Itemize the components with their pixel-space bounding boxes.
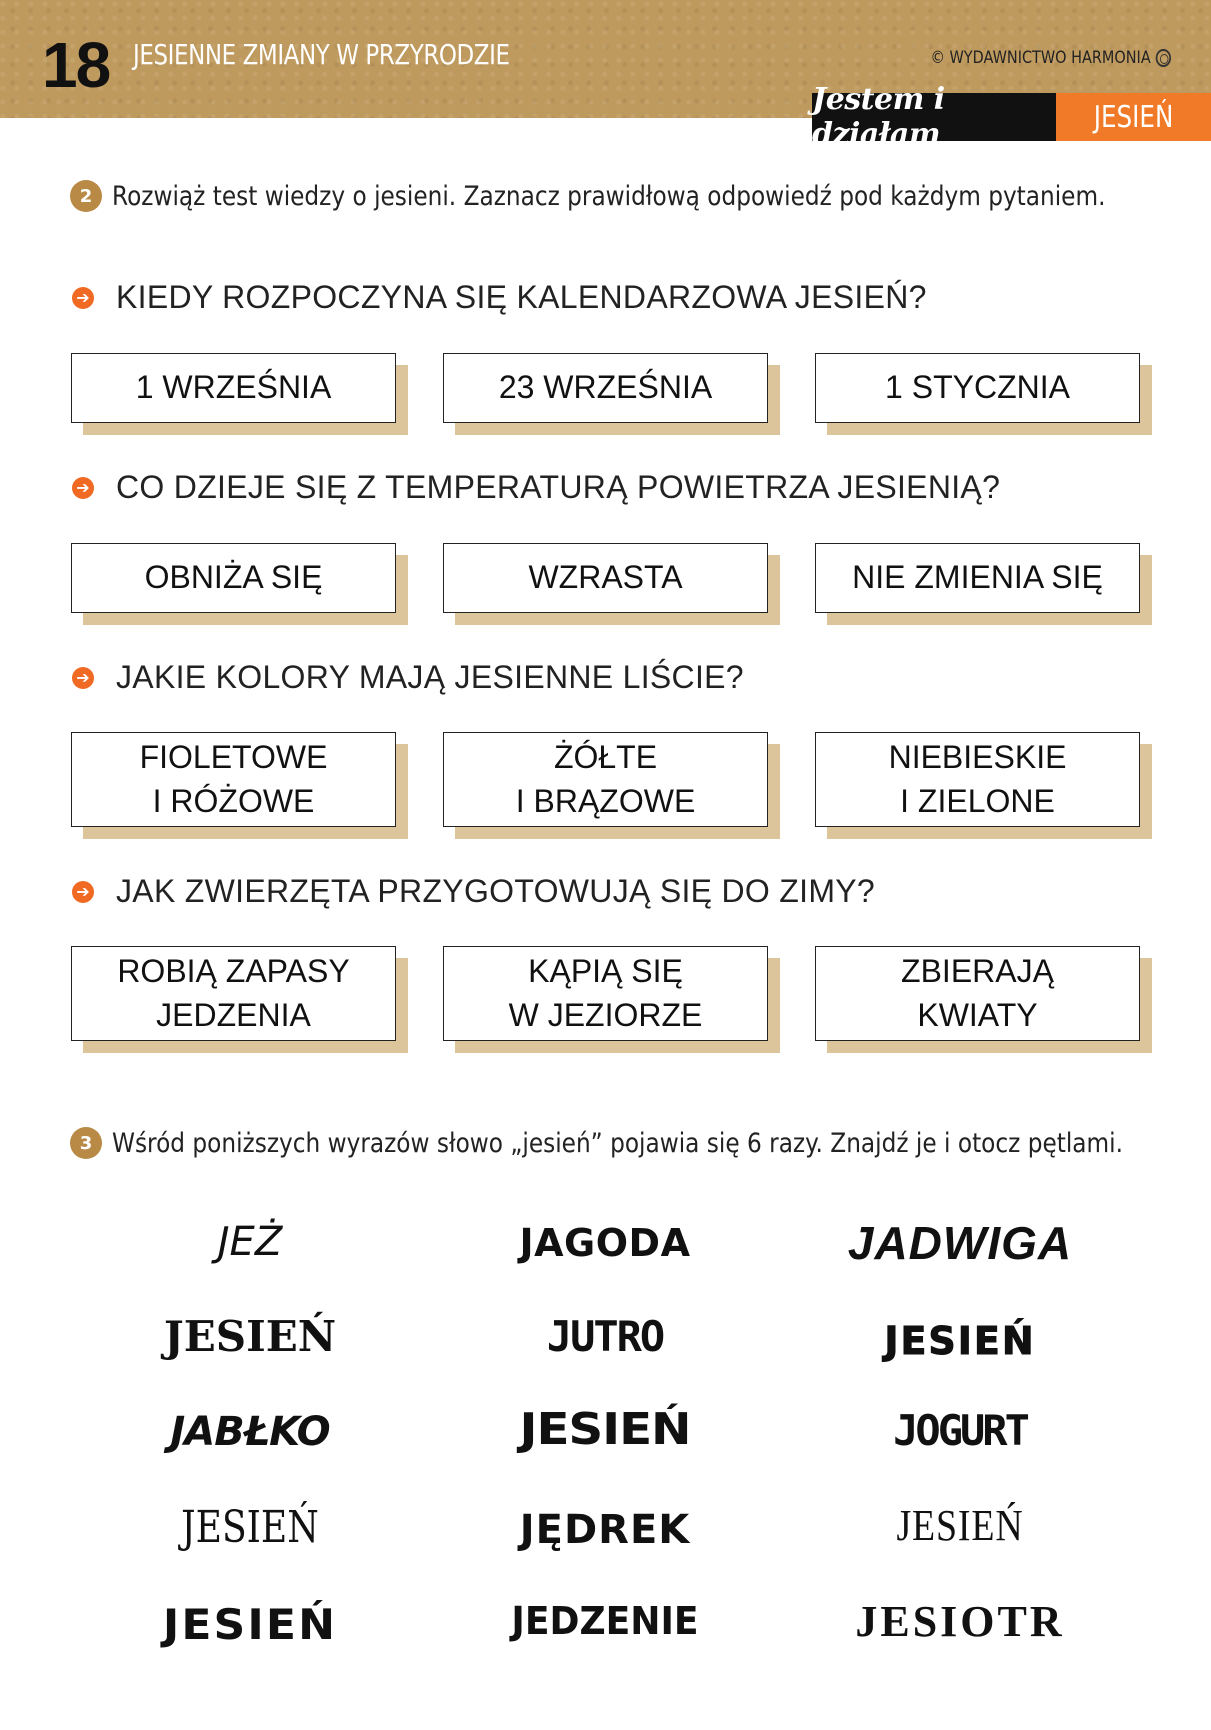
word-item[interactable]: JESIEŃ bbox=[896, 1501, 1024, 1550]
task-number-badge: 2 bbox=[70, 180, 102, 212]
word-item[interactable]: JĘDREK bbox=[519, 1507, 691, 1553]
publisher-logo-icon bbox=[1156, 49, 1171, 67]
arrow-right-icon: ➔ bbox=[72, 477, 94, 499]
answer-option[interactable]: FIOLETOWE I RÓŻOWE bbox=[71, 732, 396, 827]
word-item[interactable]: JESIOTR bbox=[855, 1597, 1065, 1646]
word-item[interactable]: JESIEŃ bbox=[181, 1502, 319, 1553]
question-text: JAKIE KOLORY MAJĄ JESIENNE LIŚCIE? bbox=[116, 659, 744, 695]
question-1 bbox=[72, 279, 927, 316]
page-number: 18 bbox=[42, 29, 110, 101]
question-3 bbox=[72, 659, 744, 696]
question-text: CO DZIEJE SIĘ Z TEMPERATURĄ POWIETRZA JESIENIĄ? bbox=[116, 469, 1001, 505]
answer-option[interactable]: ZBIERAJĄ KWIATY bbox=[815, 946, 1140, 1041]
answer-option[interactable]: 23 WRZEŚNIA bbox=[443, 353, 768, 423]
publisher-credit bbox=[930, 48, 1171, 68]
question-4 bbox=[72, 873, 875, 910]
word-item[interactable]: JEDZENIE bbox=[511, 1599, 699, 1643]
arrow-right-icon: ➔ bbox=[72, 881, 94, 903]
word-item[interactable]: JOGURT bbox=[893, 1406, 1027, 1455]
answer-option[interactable]: ŻÓŁTE I BRĄZOWE bbox=[443, 732, 768, 827]
season-badge bbox=[1056, 93, 1211, 141]
question-text: JAK ZWIERZĘTA PRZYGOTOWUJĄ SIĘ DO ZIMY? bbox=[116, 873, 876, 909]
answer-option[interactable]: 1 STYCZNIA bbox=[815, 353, 1140, 423]
word-item[interactable]: JESIEŃ bbox=[519, 1404, 691, 1455]
publisher-label: © WYDAWNICTWO HARMONIA bbox=[930, 48, 1151, 68]
answer-option[interactable]: WZRASTA bbox=[443, 543, 768, 613]
word-item[interactable]: JESIEŃ bbox=[163, 1312, 337, 1361]
word-item[interactable]: JESIEŃ bbox=[162, 1600, 338, 1649]
question-text: KIEDY ROZPOCZYNA SIĘ KALENDARZOWA JESIEŃ? bbox=[116, 279, 927, 315]
word-item[interactable]: JUTRO bbox=[546, 1312, 664, 1361]
task-number-badge: 3 bbox=[70, 1127, 102, 1159]
answer-option[interactable]: ROBIĄ ZAPASY JEDZENIA bbox=[71, 946, 396, 1041]
question-2 bbox=[72, 469, 1000, 506]
answer-option[interactable]: 1 WRZEŚNIA bbox=[71, 353, 396, 423]
word-item[interactable]: JABŁKO bbox=[170, 1409, 330, 1455]
task-3-instruction bbox=[70, 1127, 1211, 1159]
answer-option[interactable]: NIE ZMIENIA SIĘ bbox=[815, 543, 1140, 613]
word-item[interactable]: JEŻ bbox=[217, 1219, 283, 1265]
chapter-title: JESIENNE ZMIANY W PRZYRODZIE bbox=[133, 38, 510, 71]
answer-option[interactable]: KĄPIĄ SIĘ W JEZIORZE bbox=[443, 946, 768, 1041]
task-text: Wśród poniższych wyrazów słowo „jesień” pojawia się 6 razy. Znajdź je i otocz pętlami. bbox=[112, 1127, 1123, 1159]
word-item[interactable]: JADWIGA bbox=[847, 1217, 1073, 1269]
word-item[interactable]: JESIEŃ bbox=[884, 1319, 1036, 1363]
answer-option[interactable]: NIEBIESKIE I ZIELONE bbox=[815, 732, 1140, 827]
task-text: Rozwiąż test wiedzy o jesieni. Zaznacz prawidłową odpowiedź pod każdym pytaniem. bbox=[112, 180, 1106, 212]
arrow-right-icon: ➔ bbox=[72, 667, 94, 689]
season-label: JESIEŃ bbox=[1093, 99, 1174, 135]
arrow-right-icon: ➔ bbox=[72, 287, 94, 309]
series-badge: Jestem i działam bbox=[812, 93, 1056, 141]
answer-option[interactable]: OBNIŻA SIĘ bbox=[71, 543, 396, 613]
task-2-instruction bbox=[70, 180, 1211, 212]
word-item[interactable]: JAGODA bbox=[519, 1221, 691, 1265]
